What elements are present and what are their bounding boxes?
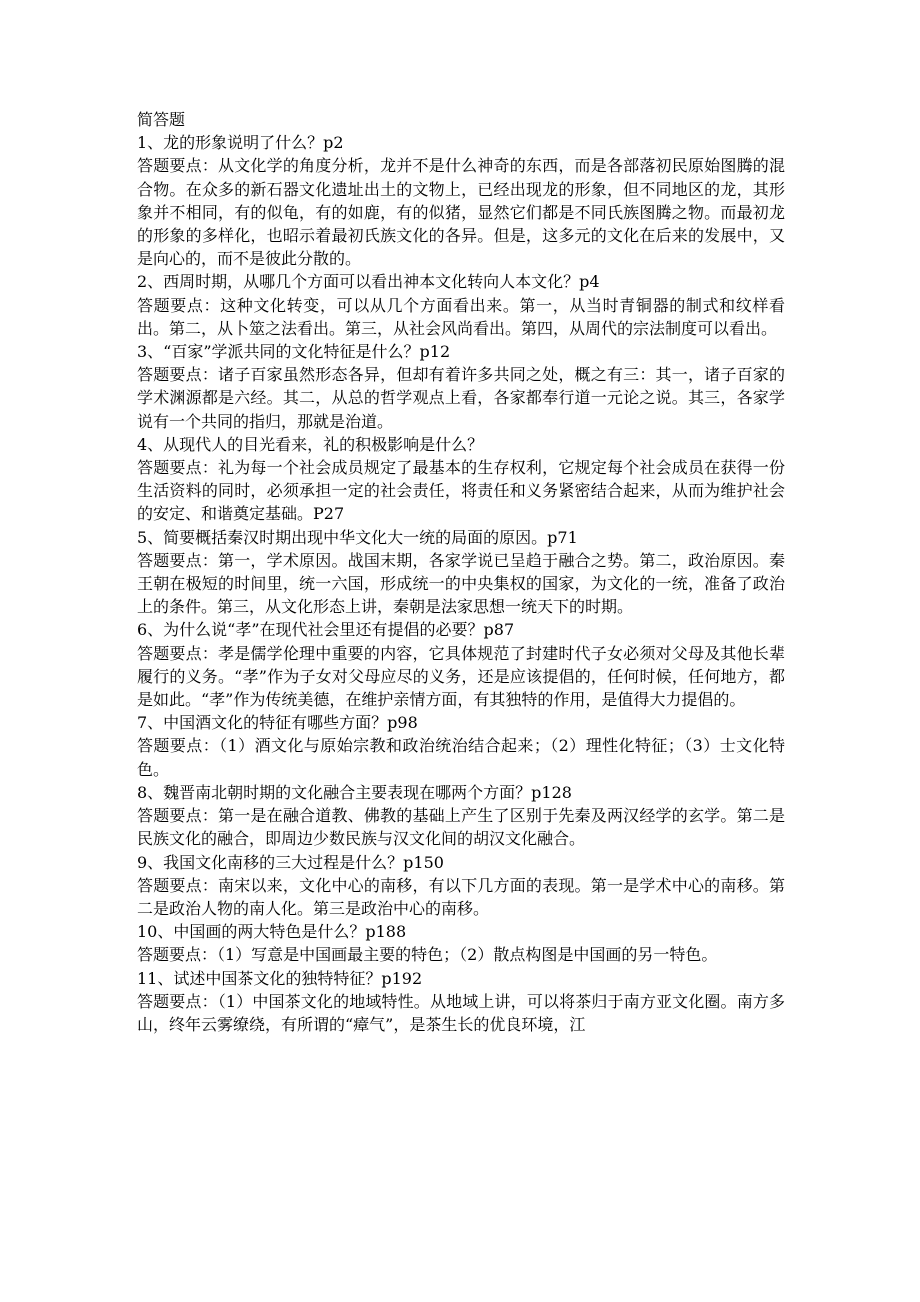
section-heading: 简答题 xyxy=(137,110,186,129)
answer-text: 答题要点：第一，学术原因。战国末期，各家学说已呈趋于融合之势。第二，政治原因。秦王朝在极短的时间里，统一六国，形成统一的中央集权的国家，为文化的一统，准备了政治上的条件。第三，从文化形态上讲，秦朝是法家思想一统天下的时期。 xyxy=(137,550,785,617)
qa-item xyxy=(137,920,785,966)
answer-text: 答题要点：第一是在融合道教、佛教的基础上产生了区别于先秦及两汉经学的玄学。第二是民族文化的融合，即周边少数民族与汉文化间的胡汉文化融合。 xyxy=(137,806,785,849)
qa-item xyxy=(137,851,785,921)
qa-item xyxy=(137,340,785,433)
qa-item xyxy=(137,967,785,1037)
question-text: 6、为什么说“孝”在现代社会里还有提倡的必要？p87 xyxy=(137,620,515,640)
qa-item xyxy=(137,433,785,526)
question-text: 7、中国酒文化的特征有哪些方面？p98 xyxy=(137,713,418,733)
answer-text: 答题要点：（1）中国茶文化的地域特性。从地域上讲，可以将茶归于南方亚文化圈。南方多山，终年云雾缭绕，有所谓的“瘴气”，是茶生长的优良环境，江 xyxy=(137,991,785,1034)
qa-item xyxy=(137,270,785,340)
answer-text: 答题要点：（1）酒文化与原始宗教和政治统治结合起来；（2）理性化特征；（3）士文化特色。 xyxy=(137,736,785,779)
question-text: 2、西周时期，从哪几个方面可以看出神本文化转向人本文化？p4 xyxy=(137,272,600,292)
question-text: 4、从现代人的目光看来，礼的积极影响是什么？ xyxy=(137,434,484,454)
qa-item xyxy=(137,618,785,711)
qa-item xyxy=(137,131,785,270)
answer-text: 答题要点：从文化学的角度分析，龙并不是什么神奇的东西，而是各部落初民原始图腾的混合物。在众多的新石器文化遗址出土的文物上，已经出现龙的形象，但不同地区的龙，其形象并不相同，有的似龟，有的如鹿，有的似猪，显然它们都是不同氏族图腾之物。而最初龙的形象的多样化，也昭示着最初氏族文化的各异。但是，这多元的文化在后来的发展中，又是向心的，而不是彼此分散的。 xyxy=(137,156,785,269)
qa-item xyxy=(137,711,785,781)
question-text: 8、魏晋南北朝时期的文化融合主要表现在哪两个方面？p128 xyxy=(137,782,572,802)
question-text: 5、简要概括秦汉时期出现中华文化大一统的局面的原因。p71 xyxy=(137,527,578,547)
question-text: 10、中国画的两大特色是什么？p188 xyxy=(137,922,407,942)
question-text: 1、龙的形象说明了什么？p2 xyxy=(137,133,344,153)
document-page xyxy=(137,108,785,1036)
answer-text: 答题要点：诸子百家虽然形态各异，但却有着许多共同之处，概之有三：其一，诸子百家的学术渊源都是六经。其二，从总的哲学观点上看，各家都奉行道一元论之说。其三，各家学说有一个共同的指归，那就是治道。 xyxy=(137,365,785,431)
answer-text: 答题要点：孝是儒学伦理中重要的内容，它具体规范了封建时代子女必须对父母及其他长辈履行的义务。“孝”作为子女对父母应尽的义务，还是应该提倡的，任何时候，任何地方，都是如此。“孝”作为传统美德，在维护亲情方面，有其独特的作用，是值得大力提倡的。 xyxy=(137,643,785,710)
qa-item xyxy=(137,781,785,851)
answer-text: 答题要点：南宋以来，文化中心的南移，有以下几方面的表现。第一是学术中心的南移。第二是政治人物的南人化。第三是政治中心的南移。 xyxy=(137,875,785,918)
question-text: 11、试述中国茶文化的独特特征？p192 xyxy=(137,968,423,988)
question-text: 9、我国文化南移的三大过程是什么？p150 xyxy=(137,852,444,872)
answer-text: 答题要点：这种文化转变，可以从几个方面看出来。第一，从当时青铜器的制式和纹样看出。第二，从卜筮之法看出。第三，从社会风尚看出。第四，从周代的宗法制度可以看出。 xyxy=(137,295,785,338)
qa-item xyxy=(137,526,785,619)
answer-text: 答题要点：（1）写意是中国画最主要的特色；（2）散点构图是中国画的另一特色。 xyxy=(137,945,718,965)
question-text: 3、“百家”学派共同的文化特征是什么？p12 xyxy=(137,342,451,362)
answer-text: 答题要点：礼为每一个社会成员规定了最基本的生存权利，它规定每个社会成员在获得一份生活资料的同时，必须承担一定的社会责任，将责任和义务紧密结合起来，从而为维护社会的安定、和谐奠定基础。P27 xyxy=(137,458,785,524)
